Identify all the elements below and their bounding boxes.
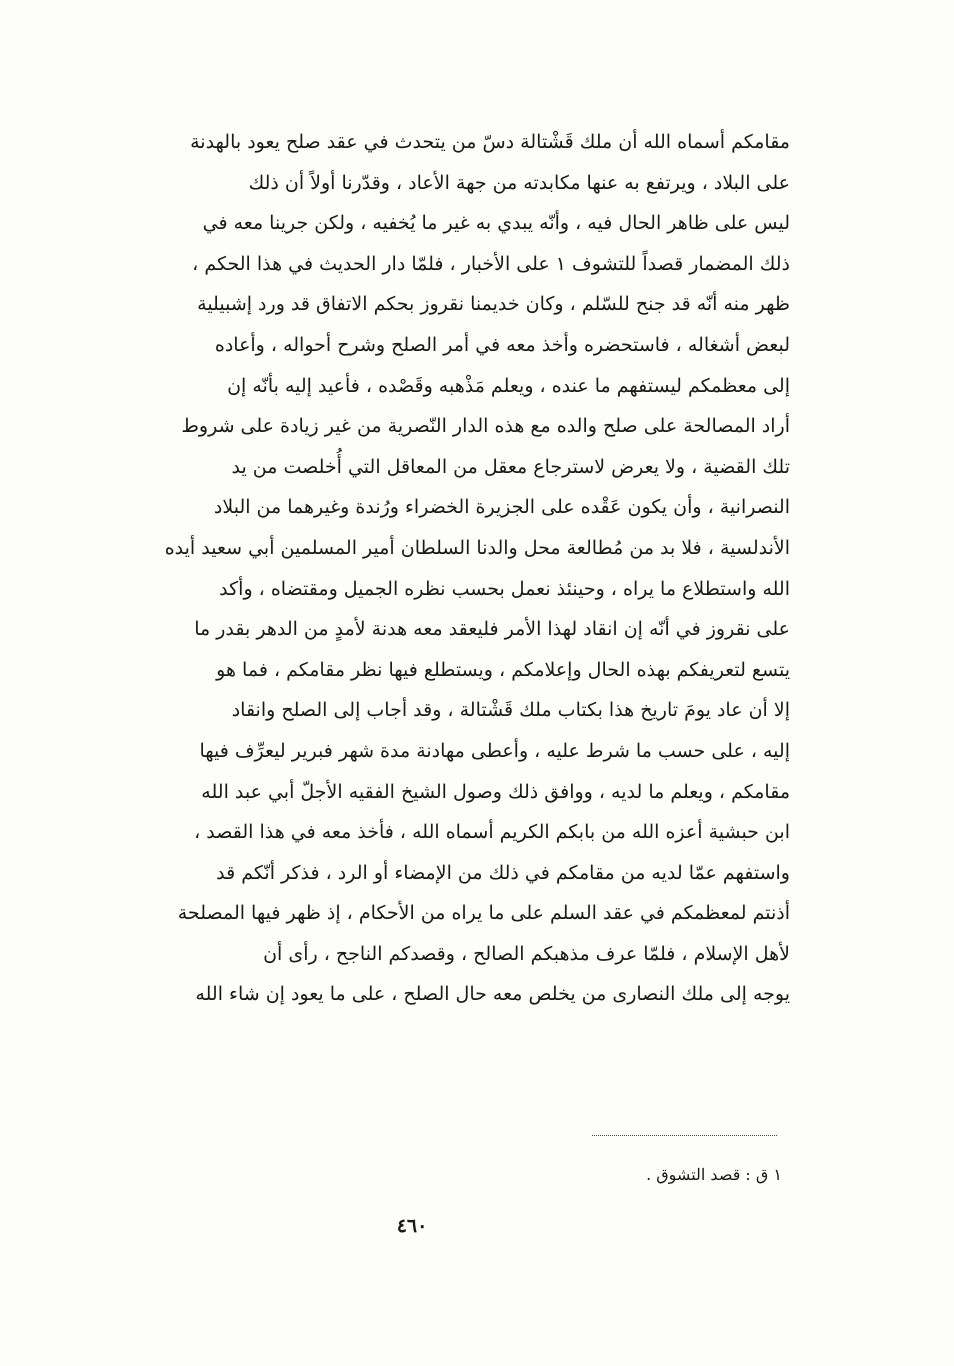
text-line: على نقروز في أنّه إن انقاد لهذا الأمر فليعقد معه هدنة لأمدٍ من الدهر بقدر ما: [194, 618, 790, 641]
text-line: مقامكم أسماه الله أن ملك قَشْتالة دسّ من يتحدث في عقد صلح يعود بالهدنة: [190, 131, 790, 153]
text-line: أراد المصالحة على صلح والده مع هذه الدار النّصرية من غير زيادة على شروط: [181, 415, 790, 438]
text-line: أذنتم لمعظمكم في عقد السلم على ما يراه من الأحكام ، إذ ظهر فيها المصلحة: [177, 902, 790, 925]
text-line: ليس على ظاهر الحال فيه ، وأنّه يبدي به غير ما يُخفيه ، ولكن جرينا معه في: [202, 212, 790, 235]
text-line: النصرانية ، وأن يكون عَقْده على الجزيرة الخضراء ورُندة وغيرهما من البلاد: [213, 496, 790, 519]
text-line: يوجه إلى ملك النصارى من يخلص معه حال الصلح ، على ما يعود إن شاء الله: [195, 983, 790, 1006]
body-text: [96, 122, 790, 1015]
text-line: يتسع لتعريفكم بهذه الحال وإعلامكم ، ويستطلع فيها نظر مقامكم ، فما هو: [216, 658, 790, 681]
text-line: ظهر منه أنّه قد جنح للسّلم ، وكان خديمنا نقروز بحكم الاتفاق قد ورد إشبيلية: [197, 293, 790, 316]
text-line: إليه ، على حسب ما شرط عليه ، وأعطى مهادنة مدة شهر فبرير ليعرِّف فيها: [199, 739, 790, 762]
text-line: ابن حبشية أعزه الله من بابكم الكريم أسماه الله ، فأخذ معه في هذا القصد ،: [194, 821, 790, 844]
footnote-separator: [592, 1135, 777, 1136]
text-line: تلك القضية ، ولا يعرض لاسترجاع معقل من المعاقل التي أُخلصت من يد: [231, 455, 790, 478]
text-line: إلا أن عاد يومَ تاريخ هذا بكتاب ملك قَشْتالة ، وقد أجاب إلى الصلح وانقاد: [231, 699, 790, 722]
text-line: الله واستطلاع ما يراه ، وحينئذ نعمل بحسب نظره الجميل ومقتضاه ، وأكد: [219, 577, 790, 600]
text-line: مقامكم ، ويعلم ما لديه ، ووافق ذلك وصول الشيخ الفقيه الأجلّ أبي عبد الله: [201, 780, 790, 803]
text-line: إلى معظمكم ليستفهم ما عنده ، ويعلم مَذْهبه وقَصْده ، فأعيد إليه بأنّه إن: [227, 374, 790, 397]
text-line: الأندلسية ، فلا بد من مُطالعة محل والدنا السلطان أمير المسلمين أبي سعيد أيده: [164, 536, 790, 559]
page-number: ٤٦٠: [396, 1215, 428, 1237]
text-line: لبعض أشغاله ، فاستحضره وأخذ معه في أمر الصلح وشرح أحواله ، وأعاده: [214, 333, 790, 356]
footnote: ١ ق : قصد التشوق .: [646, 1165, 782, 1184]
text-line: ذلك المضمار قصداً للتشوف ١ على الأخبار ، فلمّا دار الحديث في هذا الحكم ،: [192, 252, 790, 275]
text-line: لأهل الإسلام ، فلمّا عرف مذهبكم الصالح ، وقصدكم الناجح ، رأى أن: [263, 942, 790, 965]
text-line: على البلاد ، ويرتفع به عنها مكابدته من جهة الأعاد ، وقدّرنا أولاً أن ذلك: [248, 171, 790, 194]
text-line: واستفهم عمّا لديه من مقامكم في ذلك من الإمضاء أو الرد ، فذكر أنّكم قد: [216, 861, 790, 884]
